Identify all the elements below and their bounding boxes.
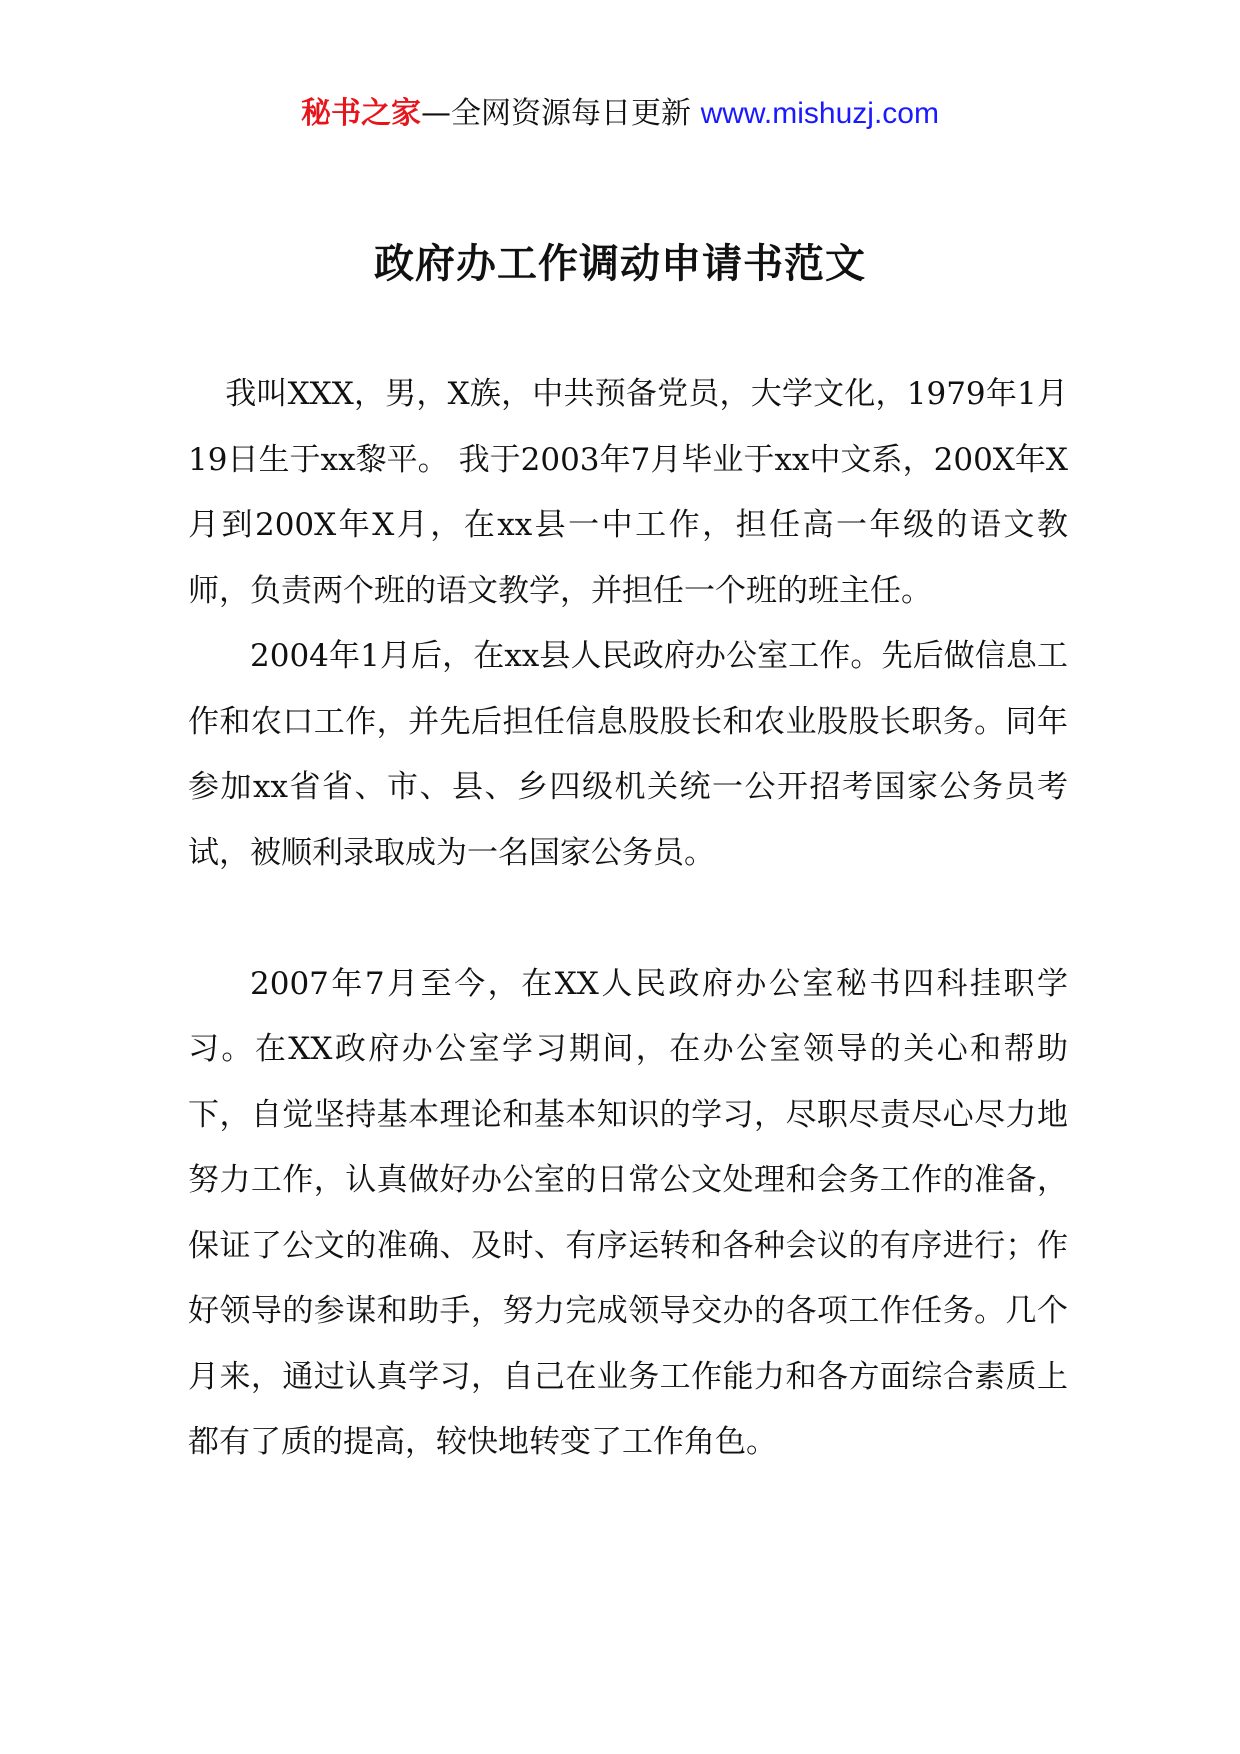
brand-name: 秘书之家 — [301, 96, 422, 131]
paragraph-1: 我叫XXX，男，X族，中共预备党员，大学文化，1979年1月19日生于xx黎平。 我于2003年7月毕业于xx中文系，200X年X月到200X年X月，在xx县一中工作，担任高一年级的语文教师，负责两个班的语文教学，并担任一个班的班主任。 — [188, 376, 1068, 609]
paragraph-2: 2004年1月后，在xx县人民政府办公室工作。先后做信息工作和农口工作，并先后担任信息股股长和农业股股长职务。同年参加xx省省、市、县、乡四级机关统一公开招考国家公务员考试，被顺利录取成为一名国家公务员。 — [188, 638, 1068, 871]
header-slogan: —全网资源每日更新 — [421, 96, 692, 131]
document-title: 政府办工作调动申请书范文 — [374, 240, 866, 287]
document-body — [188, 362, 1068, 1476]
site-header — [0, 92, 1240, 136]
paragraph-3: 2007年7月至今，在XX人民政府办公室秘书四科挂职学习。在XX政府办公室学习期间，在办公室领导的关心和帮助下，自觉坚持基本理论和基本知识的学习，尽职尽责尽心尽力地努力工作，认真做好办公室的日常公文处理和会务工作的准备，保证了公文的准确、及时、有序运转和各种会议的有序进行；作好领导的参谋和助手，努力完成领导交办的各项工作任务。几个月来，通过认真学习，自己在业务工作能力和各方面综合素质上都有了质的提高，较快地转变了工作角色。 — [188, 965, 1068, 1460]
site-url-link[interactable]: www.mishuzj.com — [700, 97, 939, 130]
paragraph-gap — [188, 886, 1068, 952]
